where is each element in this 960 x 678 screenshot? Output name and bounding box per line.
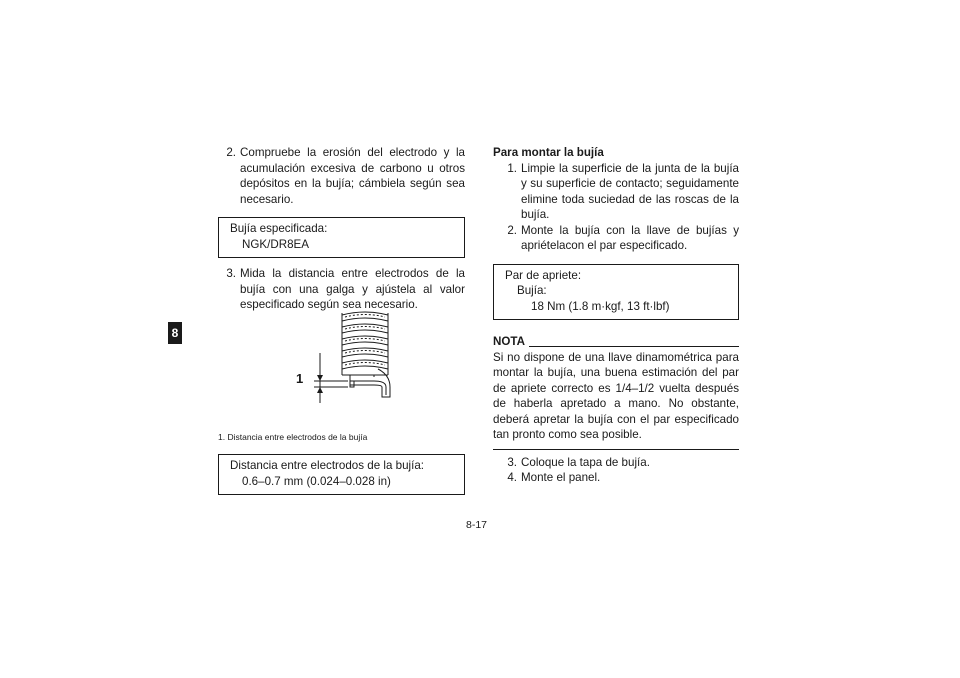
- step-number: 1.: [507, 161, 517, 175]
- step-text: Monte la bujía con la llave de bujías y apriételacon el par especificado.: [521, 223, 739, 252]
- step-2-inspect: [218, 145, 465, 207]
- step-text: Mida la distancia entre electrodos de la bujía con una galga y ajústela al valor especificado según sea necesario.: [240, 267, 465, 311]
- nota-label: NOTA: [493, 335, 525, 348]
- step-text: Limpie la superficie de la junta de la bujía y su superficie de contacto; seguidamente elimine toda suciedad de las roscas de la bujía.: [521, 161, 739, 221]
- torque-label: Par de apriete:: [505, 268, 582, 282]
- gap-label: Distancia entre electrodos de la bujía:: [230, 459, 424, 472]
- step-number: 4.: [507, 471, 517, 484]
- step-number: 2.: [507, 223, 517, 237]
- torque-value: 18 Nm (1.8 m·kgf, 13 ft·lbf): [531, 299, 670, 313]
- spec-label: Bujía especificada:: [230, 222, 328, 235]
- nota-text: Si no dispone de una llave dinamométrica para montar la bujía, una buena estimación del par de apriete correcto es 1/4–1/2 vuelta después de haberla apretado a mano. No obstante, deberá apretar la bujía con el par especificado tan pronto como sea posible.: [493, 350, 739, 441]
- right-column: [493, 145, 739, 486]
- step-2-install: [499, 223, 739, 254]
- spark-plug-gap-illustration: [290, 305, 400, 405]
- gap-spec-box: [218, 454, 465, 495]
- nota-rule: [529, 346, 739, 347]
- figure-callout: 1: [296, 371, 304, 386]
- step-number: 3.: [507, 455, 517, 469]
- nota-end-rule: [493, 449, 739, 450]
- figure-caption: 1. Distancia entre electrodos de la bujía: [218, 432, 368, 442]
- step-text: Monte el panel.: [521, 471, 601, 484]
- gap-value: 0.6–0.7 mm (0.024–0.028 in): [242, 474, 391, 488]
- torque-sub: Bujía:: [517, 284, 547, 297]
- step-3-cap: [499, 455, 739, 471]
- left-column: [218, 145, 465, 313]
- step-text: Coloque la tapa de bujía.: [521, 455, 650, 469]
- spec-box: [218, 217, 465, 258]
- nota-heading: [493, 334, 739, 350]
- step-1-clean: [499, 161, 739, 223]
- spec-value: NGK/DR8EA: [242, 237, 310, 251]
- step-number: 2.: [226, 146, 236, 159]
- torque-box: [493, 264, 739, 321]
- page-number: 8-17: [466, 519, 488, 531]
- step-text: Compruebe la erosión del electrodo y la acumulación excesiva de carbono u otros depósitos en la bujía; cámbiela según sea necesario.: [240, 146, 465, 206]
- chapter-tab: 8: [168, 322, 182, 344]
- step-4-panel: [499, 470, 739, 486]
- step-number: 3.: [226, 267, 236, 280]
- section-title: Para montar la bujía: [493, 146, 604, 159]
